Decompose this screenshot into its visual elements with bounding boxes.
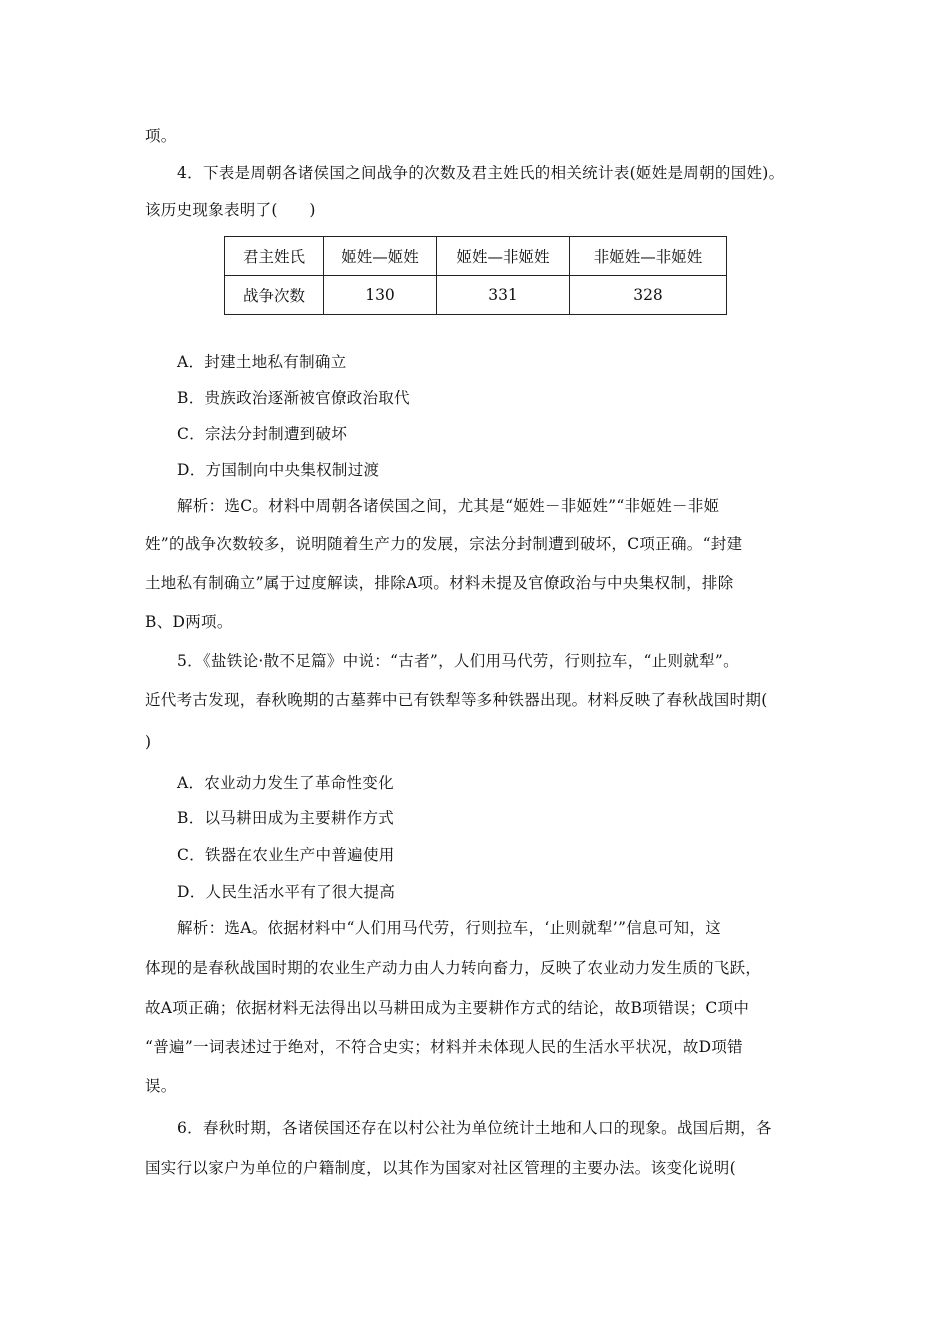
question-5-stem-cont: ) (145, 733, 152, 751)
analysis-line: 解析：选A。依据材料中“人们用马代劳，行则拉车，‘止则就犁’”信息可知，这 (177, 919, 721, 937)
question-4-stem: 4．下表是周朝各诸侯国之间战争的次数及君主姓氏的相关统计表(姬姓是周朝的国姓)。 (177, 164, 785, 182)
option-a: A．农业动力发生了革命性变化 (177, 774, 394, 792)
analysis-line: B、D两项。 (145, 613, 233, 631)
table-cell: 328 (570, 276, 727, 315)
table-cell: 非姬姓—非姬姓 (570, 237, 727, 276)
option-d: D．人民生活水平有了很大提高 (177, 883, 396, 901)
table-cell: 130 (324, 276, 437, 315)
analysis-line: 姓”的战争次数较多，说明随着生产力的发展，宗法分封制遭到破坏，C项正确。“封建 (145, 535, 743, 553)
question-5-stem: 5．《盐铁论·散不足篇》中说：“古者”，人们用马代劳，行则拉车，“止则就犁”。 (177, 652, 739, 670)
option-c: C．铁器在农业生产中普遍使用 (177, 846, 395, 864)
table-cell: 姬姓—姬姓 (324, 237, 437, 276)
table-cell: 姬姓—非姬姓 (437, 237, 570, 276)
analysis-line: “普遍”一词表述过于绝对，不符合史实；材料并未体现人民的生活水平状况，故D项错 (145, 1038, 743, 1056)
question-6-stem-cont: 国实行以家户为单位的户籍制度，以其作为国家对社区管理的主要办法。该变化说明( (145, 1159, 736, 1177)
option-b: B．贵族政治逐渐被官僚政治取代 (177, 389, 410, 407)
option-d: D．方国制向中央集权制过渡 (177, 461, 380, 479)
table-row (225, 276, 727, 315)
analysis-line: 误。 (145, 1077, 177, 1095)
table-header-row (225, 237, 727, 276)
question-4-stem-cont: 该历史现象表明了( ) (145, 201, 316, 219)
table-cell: 君主姓氏 (225, 237, 324, 276)
war-statistics-table (224, 236, 727, 315)
option-c: C．宗法分封制遭到破坏 (177, 425, 348, 443)
analysis-line: 体现的是春秋战国时期的农业生产动力由人力转向畜力，反映了农业动力发生质的飞跃， (145, 959, 762, 977)
table-cell: 战争次数 (225, 276, 324, 315)
analysis-line: 土地私有制确立”属于过度解读，排除A项。材料未提及官僚政治与中央集权制，排除 (145, 574, 734, 592)
option-a: A．封建土地私有制确立 (177, 353, 347, 371)
analysis-line: 故A项正确；依据材料无法得出以马耕田成为主要耕作方式的结论，故B项错误；C项中 (145, 999, 750, 1017)
option-b: B．以马耕田成为主要耕作方式 (177, 809, 395, 827)
table-cell: 331 (437, 276, 570, 315)
analysis-line: 解析：选C。材料中周朝各诸侯国之间，尤其是“姬姓－非姬姓”“非姬姓－非姬 (177, 497, 720, 515)
question-5-stem-cont: 近代考古发现，春秋晚期的古墓葬中已有铁犁等多种铁器出现。材料反映了春秋战国时期( (145, 691, 768, 709)
question-6-stem: 6．春秋时期，各诸侯国还存在以村公社为单位统计土地和人口的现象。战国后期，各 (177, 1119, 772, 1137)
text-line: 项。 (145, 127, 177, 145)
